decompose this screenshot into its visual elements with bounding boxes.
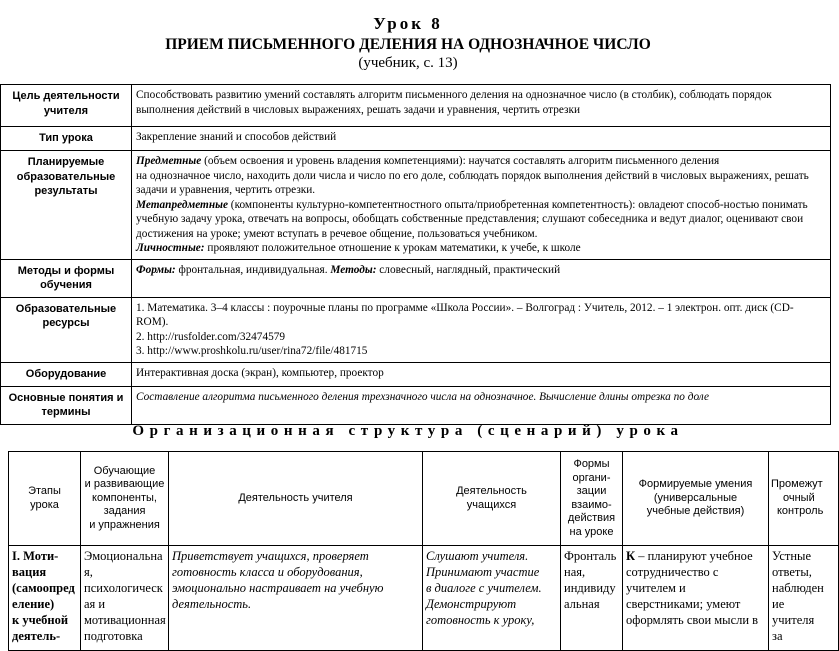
goal-line: выполнения действий в числовых выражениях, решать задачи и уравнения, чертить отрезки xyxy=(136,103,581,116)
skills-cell xyxy=(623,546,769,651)
resource-link: 3. http://www.proshkolu.ru/user/rina72/file/481715 xyxy=(136,345,368,357)
header-line: учащихся xyxy=(466,498,517,511)
cell-line: Фронталь xyxy=(564,549,617,563)
header-line: Промежут xyxy=(771,478,823,491)
control-cell xyxy=(769,546,839,651)
type-value: Закрепление знаний и способов действий xyxy=(132,127,831,151)
cell-line: в диалоге с учителем. xyxy=(426,581,542,595)
cell-line: сотрудничество с xyxy=(626,565,719,579)
header-line: Формируемые умения xyxy=(638,478,753,491)
header-line: урока xyxy=(30,498,59,511)
cell-line: Демонстрируют xyxy=(426,597,517,611)
cell-line: я, xyxy=(84,565,93,579)
type-label: Тип урока xyxy=(1,127,132,151)
forms-title: Формы: xyxy=(136,263,176,276)
cell-line: эмоционально настраивает на учебную xyxy=(172,581,384,595)
header-line: взаимо- xyxy=(571,498,612,511)
concepts-label: Основные понятия и термины xyxy=(1,386,132,424)
resource-link: 2. http://rusfolder.com/32474579 xyxy=(136,330,286,343)
header-line: и развивающие xyxy=(84,478,165,491)
header-line: Деятельность xyxy=(456,485,527,497)
org-structure-title: Организационная структура (сценарий) урока xyxy=(132,423,684,439)
header-line: Этапы xyxy=(28,485,61,497)
components-header xyxy=(81,452,169,546)
forms-text: фронтальная, индивидуальная. xyxy=(175,263,331,276)
resource-line: ROM). xyxy=(136,316,169,328)
equipment-value: Интерактивная доска (экран), компьютер, проектор xyxy=(132,362,831,386)
meta-results-text: (компоненты культурно-компетентностного опыта/приобретенная компетентность): овладеют способ-ностью понимать xyxy=(227,198,808,211)
cell-line: – планируют учебное xyxy=(635,549,753,563)
results-row xyxy=(1,151,831,260)
student-activity-cell xyxy=(423,546,561,651)
goal-row xyxy=(1,85,831,127)
cell-line: наблюден xyxy=(772,581,824,595)
header-line: на уроке xyxy=(569,525,614,538)
stage-cell xyxy=(9,546,81,651)
cell-line: Устные xyxy=(772,549,811,563)
personal-results-title: Личностные: xyxy=(136,242,205,254)
meta-results-title: Метапредметные xyxy=(136,198,228,211)
results-value xyxy=(132,151,831,260)
skills-header xyxy=(623,452,769,546)
cell-line: ая и xyxy=(84,597,106,611)
teacher-activity-cell xyxy=(169,546,423,651)
cell-line: Приветствует учащихся, проверяет xyxy=(172,549,369,563)
cell-line: деятель- xyxy=(12,629,61,643)
subject-results-text: (объем освоения и уровень владения компетенциями): научатся составлять алгоритм письменного деления xyxy=(201,155,720,167)
org-header-row xyxy=(9,452,839,546)
header-line: учебные действия) xyxy=(646,505,745,518)
cell-line: учителя xyxy=(772,613,815,627)
cell-line: готовность класса и оборудования, xyxy=(172,565,363,579)
cell-line: учителем и xyxy=(626,581,686,595)
cell-line: индивиду xyxy=(564,581,616,595)
header-line: Формы xyxy=(573,458,610,470)
cell-line: оформлять свои мысли в xyxy=(626,613,759,627)
resources-value xyxy=(132,297,831,362)
resources-row xyxy=(1,297,831,362)
methods-value xyxy=(132,259,831,297)
header-line: задания xyxy=(103,505,146,518)
type-row xyxy=(1,127,831,151)
methods-row xyxy=(1,259,831,297)
header-line: (универсальные xyxy=(653,491,738,504)
header-line: и упражнения xyxy=(89,518,160,531)
components-cell xyxy=(81,546,169,651)
goal-line: Способствовать развитию умений составлять алгоритм письменного деления на однозначное число (в столбик), соблюдать порядок xyxy=(136,89,772,101)
interaction-forms-header xyxy=(561,452,623,546)
stages-header xyxy=(9,452,81,546)
cell-line: готовность к уроку, xyxy=(426,613,535,627)
subject-results-title: Предметные xyxy=(136,155,202,167)
equipment-row xyxy=(1,362,831,386)
meta-results-line: достижения на уроке; умеют вступать в речевое общение, пользоваться учебником. xyxy=(136,227,538,240)
cell-line: психологическ xyxy=(84,581,163,595)
concepts-value: Составление алгоритма письменного деления трехзначного числа на однозначное. Вычисление длины отрезка по доле xyxy=(132,386,831,424)
cell-line: Эмоциональна xyxy=(84,549,163,563)
control-header xyxy=(769,452,839,546)
resource-line: 1. Математика. 3–4 классы : поурочные планы по программе «Школа России». – Волгоград : Учитель, 2012. – 1 электрон. опт. диск (CD- xyxy=(136,301,794,314)
cell-line: мотивационная xyxy=(84,613,166,627)
subject-results-line: на однозначное число, находить доли числа и число по его доле, соблюдать порядок выполнения действий в числовых выражениях, решать xyxy=(136,169,809,182)
methods-label: Методы и формы обучения xyxy=(1,259,132,297)
header-line: очный xyxy=(783,491,815,504)
cell-line: Слушают учителя. xyxy=(426,549,529,563)
personal-results-text: проявляют положительное отношение к урокам математики, к учебе, к школе xyxy=(204,242,581,254)
cell-line: Принимают участие xyxy=(426,565,540,579)
header-line: контроль xyxy=(777,505,824,518)
header-line: зации xyxy=(576,485,607,497)
teacher-activity-header: Деятельность учителя xyxy=(169,452,423,546)
header-line: действия xyxy=(567,512,616,524)
goal-label: Цель деятельности учителя xyxy=(1,85,132,127)
cell-line: I. Моти- xyxy=(12,549,59,563)
header-line: Обучающие xyxy=(93,464,156,477)
cell-line: за xyxy=(772,629,783,643)
header-line: компоненты, xyxy=(92,491,157,504)
lesson-info-table xyxy=(0,84,831,425)
cell-line: подготовка xyxy=(84,629,143,643)
cell-line: деятельность. xyxy=(172,597,252,611)
results-label: Планируемые образовательные результаты xyxy=(1,151,132,260)
goal-value xyxy=(132,85,831,127)
subject-results-line: задачи и уравнения, чертить отрезки. xyxy=(136,184,316,196)
lesson-subtitle: (учебник, с. 13) xyxy=(358,55,458,71)
lesson-title: ПРИЕМ ПИСЬМЕННОГО ДЕЛЕНИЯ НА ОДНОЗНАЧНОЕ ЧИСЛО xyxy=(165,36,651,53)
cell-line: ная, xyxy=(564,565,586,579)
cell-line: к учебной xyxy=(12,613,69,627)
cell-line: еление) xyxy=(12,597,55,611)
org-structure-table xyxy=(8,451,839,651)
cell-line: ответы, xyxy=(772,565,812,579)
cell-line: альная xyxy=(564,597,600,611)
resources-label: Образовательные ресурсы xyxy=(1,297,132,362)
cell-line: (самоопред xyxy=(12,581,75,595)
student-activity-header xyxy=(423,452,561,546)
cell-line: сверстниками; умеют xyxy=(626,597,741,611)
meta-results-line: учебную задачу урока, отвечать на вопросы, обобщать собственные представления; слушают собеседника и ведут диалог, оценивают свои xyxy=(136,213,804,225)
methods-text: словесный, наглядный, практический xyxy=(376,263,561,276)
equipment-label: Оборудование xyxy=(1,362,132,386)
interaction-forms-cell xyxy=(561,546,623,651)
cell-line: вация xyxy=(12,565,47,579)
header-line: органи- xyxy=(572,471,611,484)
skill-marker: К xyxy=(626,549,636,563)
table-row xyxy=(9,546,839,651)
concepts-row xyxy=(1,386,831,424)
cell-line: ие xyxy=(772,597,785,611)
lesson-number: Урок 8 xyxy=(373,14,443,33)
methods-title: Методы: xyxy=(330,263,377,276)
